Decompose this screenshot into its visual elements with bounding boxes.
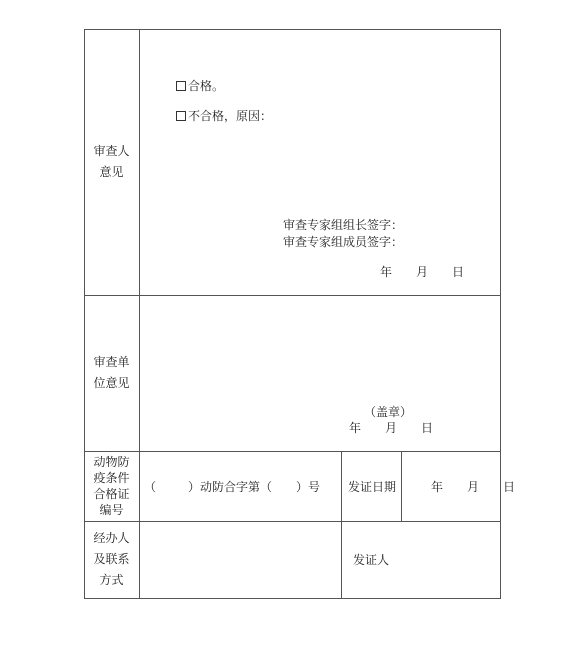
table-border-top [84,29,501,30]
table-border-right [500,29,501,599]
certificate-number-field[interactable] [144,479,320,495]
fail-option-label: 不合格，原因： [188,109,273,123]
member-signature-line: 审查专家组成员签字： [283,235,404,249]
issue-date-month: 月 [467,480,480,494]
unit-date-month: 月 [385,421,398,435]
column-divider-mid [341,451,342,599]
pass-option[interactable] [176,78,224,94]
approval-form-table [84,29,516,598]
row-divider-3 [84,521,501,522]
table-border-bottom [84,598,501,599]
label-column-divider [139,29,140,599]
issue-date-label: 发证日期 [348,480,397,494]
unit-opinion-label: 审查单 位意见 [93,355,130,390]
handler-contact-label: 经办人 及联系 方式 [93,531,130,587]
review-date-day: 日 [452,265,465,279]
issue-date-year: 年 [431,480,444,494]
row-divider-1 [84,295,501,296]
review-date [380,264,464,280]
review-date-year: 年 [380,265,393,279]
fail-checkbox[interactable] [176,111,186,121]
row-divider-2 [84,451,501,452]
unit-date-year: 年 [349,421,362,435]
leader-signature-line: 审查专家组组长签字： [283,218,404,232]
column-divider-date [401,451,402,522]
issuer-label: 发证人 [353,553,390,567]
number-middle-text: ）动防合字第（ [188,480,273,494]
pass-checkbox[interactable] [176,81,186,91]
unit-date-day: 日 [421,421,434,435]
number-close-text: ）号 [296,480,321,494]
seal-note: （盖章） [364,405,413,419]
review-date-month: 月 [416,265,429,279]
issue-date-field[interactable] [431,479,515,495]
certificate-number-label: 动物防 疫条件 合格证 编号 [93,455,130,517]
fail-option[interactable] [176,108,272,124]
pass-option-label: 合格。 [188,79,225,93]
issue-date-day: 日 [503,480,516,494]
unit-date [349,420,433,436]
number-open-paren: （ [144,480,157,494]
reviewer-opinion-label: 审查人 意见 [93,144,130,179]
